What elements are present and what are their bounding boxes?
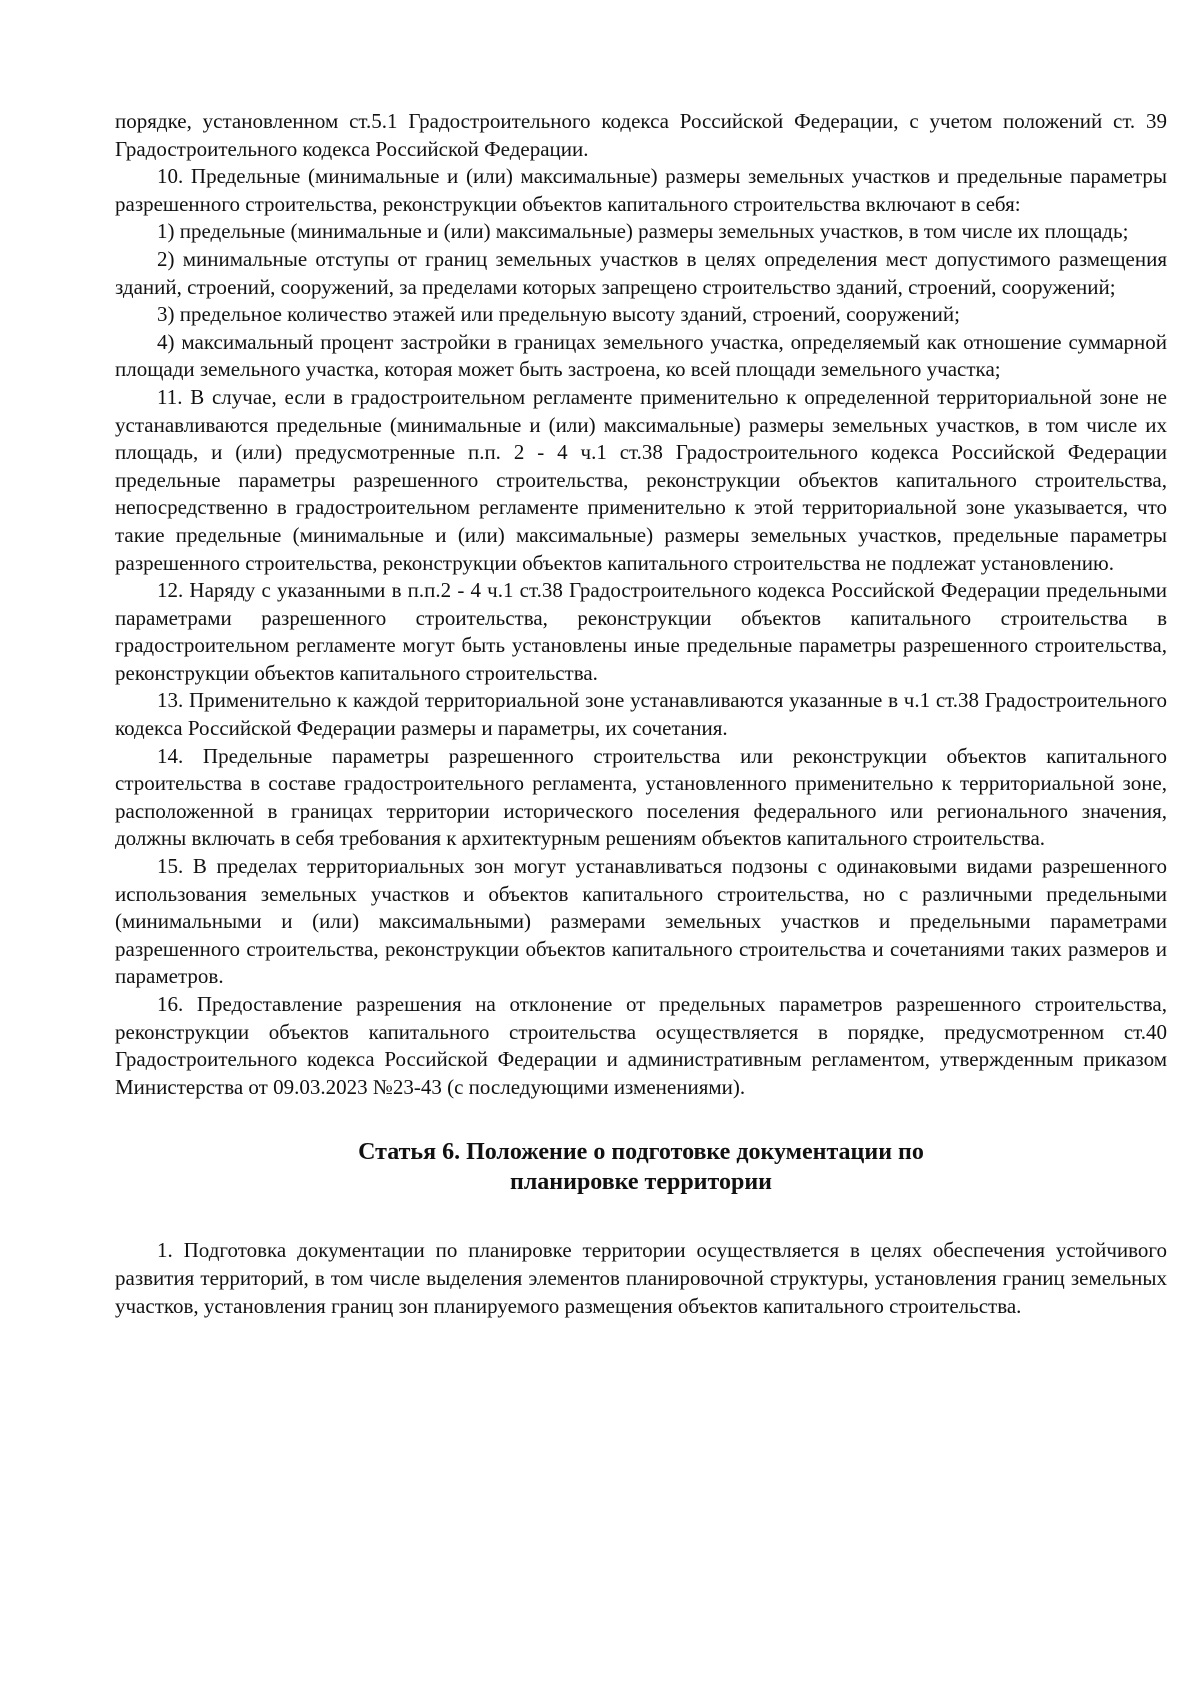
- article-heading: [115, 1137, 1167, 1197]
- paragraph-item-15: 15. В пределах территориальных зон могут устанавливаться подзоны с одинаковыми видами разрешенного использования земельных участков и объектов капитального строительства, но с различными предельными (минимальными и (или) максимальными) размерами земельных участков и предельными параметрами разрешенного строительства, реконструкции объектов капитального строительства и сочетаниями таких размеров и параметров.: [115, 854, 1167, 989]
- paragraph-item-11: 11. В случае, если в градостроительном регламенте применительно к определенной территориальной зоне не устанавливаются предельные (минимальные и (или) максимальные) размеры земельных участков, в том числе их площадь, и (или) предусмотренные п.п. 2 - 4 ч.1 ст.38 Градостроительного кодекса Российской Федерации предельные параметры разрешенного строительства, реконструкции объектов капитального строительства, непосредственно в градостроительном регламенте применительно к этой территориальной зоне указывается, что такие предельные (минимальные и (или) максимальные) размеры земельных участков, предельные параметры разрешенного строительства, реконструкции объектов капитального строительства не подлежат установлению.: [115, 384, 1167, 575]
- paragraph-continuation: порядке, установленном ст.5.1 Градостроительного кодекса Российской Федерации, с учетом положений ст. 39 Градостроительного кодекса Российской Федерации.: [115, 109, 1167, 161]
- paragraph-article6-item-1: 1. Подготовка документации по планировке территории осуществляется в целях обеспечения устойчивого развития территорий, в том числе выделения элементов планировочной структуры, установления границ земельных участков, установления границ зон планируемого размещения объектов капитального строительства.: [115, 1238, 1167, 1318]
- article-heading-line-2: планировке территории: [510, 1169, 772, 1196]
- article-heading-line-1: Статья 6. Положение о подготовке документации по: [358, 1139, 924, 1166]
- paragraph-item-14: 14. Предельные параметры разрешенного строительства или реконструкции объектов капитального строительства в составе градостроительного регламента, установленного применительно к территориальной зоне, расположенной в границах территории исторического поселения федерального или регионального значения, должны включать в себя требования к архитектурным решениям объектов капитального строительства.: [115, 743, 1167, 851]
- paragraph-subitem-2: 2) минимальные отступы от границ земельных участков в целях определения мест допустимого размещения зданий, строений, сооружений, за пределами которых запрещено строительство зданий, строений, сооружений;: [115, 246, 1167, 299]
- paragraph-item-12: 12. Наряду с указанными в п.п.2 - 4 ч.1 ст.38 Градостроительного кодекса Российской Федерации предельными параметрами разрешенного строительства, реконструкции объектов капитального строительства в градостроительном регламенте могут быть установлены иные предельные параметры разрешенного строительства, реконструкции объектов капитального строительства.: [115, 578, 1167, 685]
- paragraph-subitem-4: 4) максимальный процент застройки в границах земельного участка, определяемый как отношение суммарной площади земельного участка, которая может быть застроена, ко всей площади земельного участка;: [115, 329, 1167, 382]
- paragraph-item-16: 16. Предоставление разрешения на отклонение от предельных параметров разрешенного строительства, реконструкции объектов капитального строительства осуществляется в порядке, предусмотренном ст.40 Градостроительного кодекса Российской Федерации и административным регламентом, утвержденным приказом Министерства от 09.03.2023 №23-43 (с последующими изменениями).: [115, 992, 1167, 1099]
- document-page: [115, 108, 1167, 1320]
- paragraph-subitem-1: 1) предельные (минимальные и (или) максимальные) размеры земельных участков, в том числе их площадь;: [157, 219, 1129, 244]
- paragraph-item-13: 13. Применительно к каждой территориальной зоне устанавливаются указанные в ч.1 ст.38 Градостроительного кодекса Российской Федерации размеры и параметры, их сочетания.: [115, 688, 1167, 741]
- paragraph-item-10: 10. Предельные (минимальные и (или) максимальные) размеры земельных участков и предельные параметры разрешенного строительства, реконструкции объектов капитального строительства включают в себя:: [115, 164, 1167, 216]
- paragraph-subitem-3: 3) предельное количество этажей или предельную высоту зданий, строений, сооружений;: [157, 302, 960, 327]
